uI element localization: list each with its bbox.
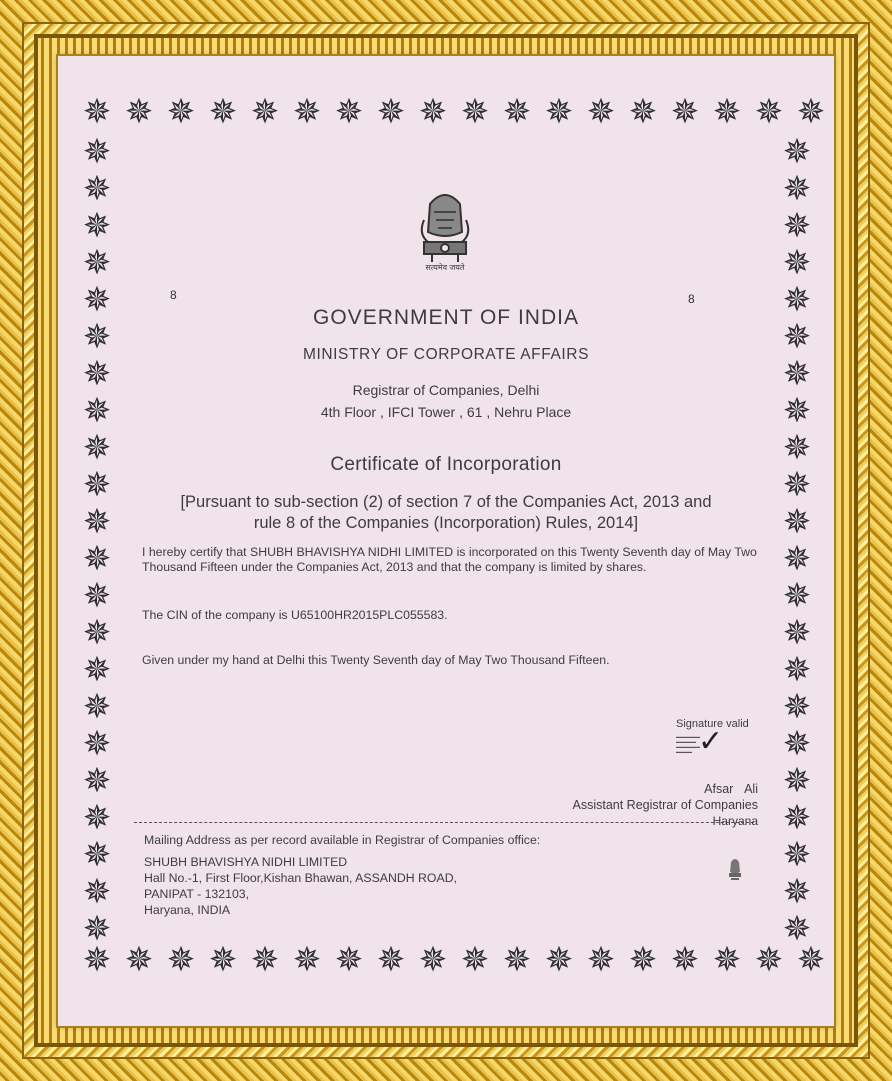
mailing-line-2: Hall No.-1, First Floor,Kishan Bhawan, ASSANDH ROAD, [144, 871, 457, 885]
star-ornament-icon: ✵ [502, 92, 532, 132]
star-ornament-icon: ✵ [82, 650, 112, 690]
certificate-paper [58, 56, 834, 1026]
star-ornament-icon: ✵ [124, 940, 154, 980]
star-border-bottom [76, 942, 832, 978]
certificate-title: Certificate of Incorporation [330, 454, 562, 475]
star-ornament-icon: ✵ [82, 280, 112, 320]
star-ornament-icon: ✵ [292, 940, 322, 980]
star-ornament-icon: ✵ [250, 92, 280, 132]
star-ornament-icon: ✵ [782, 354, 812, 394]
star-ornament-icon: ✵ [82, 92, 112, 132]
star-ornament-icon: ✵ [376, 940, 406, 980]
star-ornament-icon: ✵ [334, 940, 364, 980]
star-ornament-icon: ✵ [82, 502, 112, 542]
star-ornament-icon: ✵ [782, 650, 812, 690]
mailing-line-1: SHUBH BHAVISHYA NIDHI LIMITED [144, 855, 348, 869]
star-ornament-icon: ✵ [796, 92, 826, 132]
star-ornament-icon: ✵ [782, 317, 812, 357]
star-ornament-icon: ✵ [782, 761, 812, 801]
signature-valid-label: Signature valid [676, 718, 749, 730]
star-ornament-icon: ✵ [712, 92, 742, 132]
star-border-right [776, 134, 818, 948]
star-ornament-icon: ✵ [82, 132, 112, 172]
star-ornament-icon: ✵ [82, 576, 112, 616]
star-ornament-icon: ✵ [782, 798, 812, 838]
star-ornament-icon: ✵ [754, 92, 784, 132]
signature-fine-print: ▬▬▬▬▬▬ ▬▬▬▬▬ ▬▬▬▬▬▬ ▬▬▬▬ [676, 734, 700, 754]
star-border-left [76, 134, 118, 948]
star-ornament-icon: ✵ [782, 391, 812, 431]
star-ornament-icon: ✵ [754, 940, 784, 980]
pursuant-line-1: [Pursuant to sub-section (2) of section 7 of the Companies Act, 2013 and [180, 493, 712, 511]
pursuant-line-2: rule 8 of the Companies (Incorporation) Rules, 2014] [253, 514, 639, 532]
ministry-heading: MINISTRY OF CORPORATE AFFAIRS [302, 346, 590, 363]
cin-paragraph: The CIN of the company is U65100HR2015PLC055583. [142, 608, 448, 622]
registrar-name: Registrar of Companies, Delhi [352, 382, 540, 398]
given-paragraph: Given under my hand at Delhi this Twenty Seventh day of May Two Thousand Fifteen. [142, 653, 610, 667]
government-heading: GOVERNMENT OF INDIA [313, 306, 579, 329]
star-ornament-icon: ✵ [782, 243, 812, 283]
star-ornament-icon: ✵ [418, 940, 448, 980]
star-ornament-icon: ✵ [586, 940, 616, 980]
emblem-motto: सत्यमेव जयते [425, 263, 465, 272]
signatory-name: Afsar Ali [704, 782, 758, 796]
star-ornament-icon: ✵ [782, 576, 812, 616]
star-ornament-icon: ✵ [82, 613, 112, 653]
star-ornament-icon: ✵ [82, 940, 112, 980]
star-ornament-icon: ✵ [782, 206, 812, 246]
scan-mark: 8 [170, 288, 177, 302]
star-ornament-icon: ✵ [82, 835, 112, 875]
star-ornament-icon: ✵ [82, 872, 112, 912]
star-ornament-icon: ✵ [82, 761, 112, 801]
star-ornament-icon: ✵ [782, 613, 812, 653]
star-ornament-icon: ✵ [82, 798, 112, 838]
star-ornament-icon: ✵ [628, 940, 658, 980]
star-ornament-icon: ✵ [460, 92, 490, 132]
star-ornament-icon: ✵ [82, 169, 112, 209]
star-ornament-icon: ✵ [166, 92, 196, 132]
star-ornament-icon: ✵ [782, 724, 812, 764]
star-ornament-icon: ✵ [782, 169, 812, 209]
star-ornament-icon: ✵ [166, 940, 196, 980]
star-ornament-icon: ✵ [796, 940, 826, 980]
star-ornament-icon: ✵ [544, 940, 574, 980]
certify-paragraph: I hereby certify that SHUBH BHAVISHYA NIDHI LIMITED is incorporated on this Twenty Seventh day of May Two Thousand Fifteen under the Companies Act, 2013 and that the company is limited by shares. [142, 545, 757, 574]
star-ornament-icon: ✵ [82, 354, 112, 394]
star-ornament-icon: ✵ [712, 940, 742, 980]
star-ornament-icon: ✵ [670, 92, 700, 132]
star-ornament-icon: ✵ [782, 502, 812, 542]
star-ornament-icon: ✵ [782, 872, 812, 912]
star-ornament-icon: ✵ [124, 92, 154, 132]
mailing-line-3: PANIPAT - 132103, [144, 887, 250, 901]
star-ornament-icon: ✵ [82, 539, 112, 579]
star-ornament-icon: ✵ [782, 280, 812, 320]
star-ornament-icon: ✵ [544, 92, 574, 132]
checkmark-icon: ✓ [698, 725, 724, 758]
signatory-state: Haryana [712, 814, 758, 828]
star-ornament-icon: ✵ [782, 132, 812, 172]
star-ornament-icon: ✵ [782, 909, 812, 949]
star-ornament-icon: ✵ [82, 724, 112, 764]
star-ornament-icon: ✵ [782, 465, 812, 505]
scan-mark: 8 [688, 292, 695, 306]
star-ornament-icon: ✵ [418, 92, 448, 132]
star-ornament-icon: ✵ [82, 317, 112, 357]
star-ornament-icon: ✵ [250, 940, 280, 980]
divider [134, 822, 754, 823]
star-ornament-icon: ✵ [628, 92, 658, 132]
registrar-address: 4th Floor , IFCI Tower , 61 , Nehru Place [320, 404, 572, 420]
star-ornament-icon: ✵ [292, 92, 322, 132]
small-emblem-icon [726, 856, 744, 882]
star-ornament-icon: ✵ [82, 428, 112, 468]
star-ornament-icon: ✵ [82, 391, 112, 431]
star-ornament-icon: ✵ [82, 909, 112, 949]
star-ornament-icon: ✵ [782, 428, 812, 468]
signatory-designation: Assistant Registrar of Companies [572, 798, 758, 812]
star-ornament-icon: ✵ [460, 940, 490, 980]
star-ornament-icon: ✵ [586, 92, 616, 132]
star-ornament-icon: ✵ [208, 940, 238, 980]
star-ornament-icon: ✵ [208, 92, 238, 132]
star-ornament-icon: ✵ [782, 687, 812, 727]
star-ornament-icon: ✵ [82, 206, 112, 246]
star-ornament-icon: ✵ [376, 92, 406, 132]
star-ornament-icon: ✵ [502, 940, 532, 980]
star-ornament-icon: ✵ [82, 687, 112, 727]
mailing-line-4: Haryana, INDIA [144, 903, 231, 917]
star-ornament-icon: ✵ [670, 940, 700, 980]
star-border-top [76, 94, 832, 130]
mailing-heading: Mailing Address as per record available in Registrar of Companies office: [144, 833, 541, 847]
star-ornament-icon: ✵ [782, 539, 812, 579]
star-ornament-icon: ✵ [82, 465, 112, 505]
star-ornament-icon: ✵ [782, 835, 812, 875]
star-ornament-icon: ✵ [334, 92, 364, 132]
star-ornament-icon: ✵ [82, 243, 112, 283]
